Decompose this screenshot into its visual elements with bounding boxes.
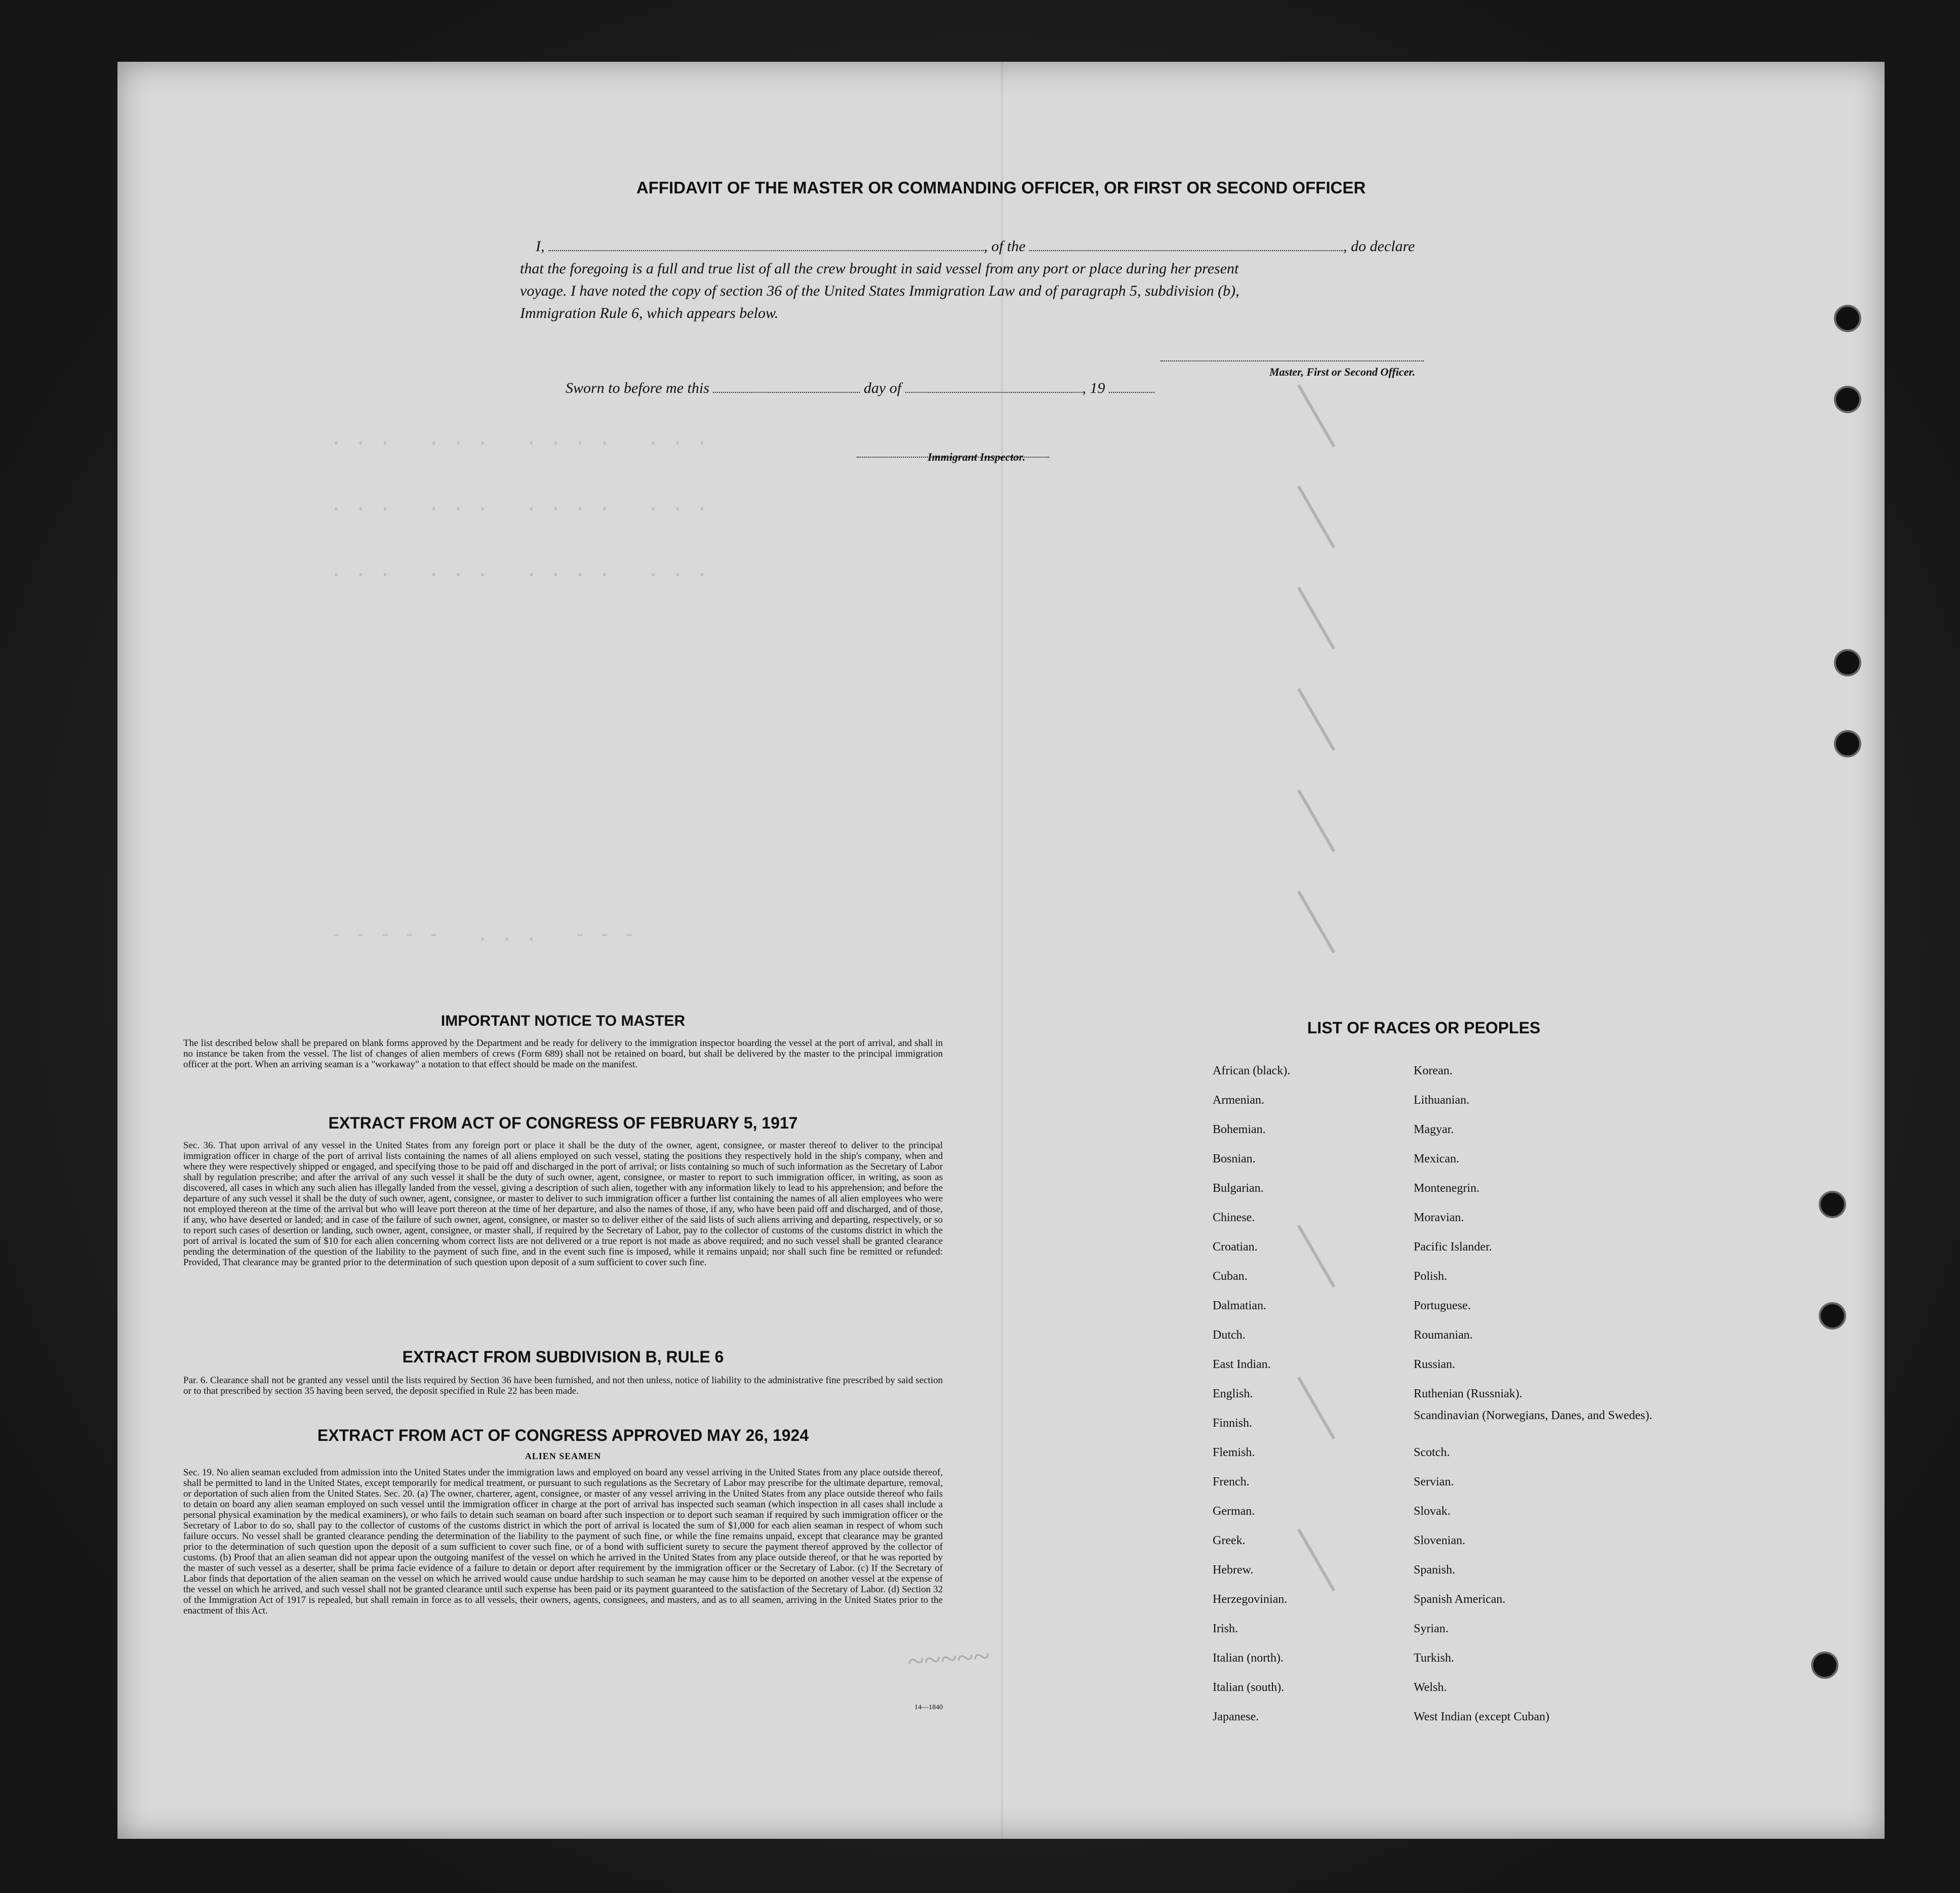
race-item: Spanish. xyxy=(1414,1563,1456,1577)
affidavit-declaration-line xyxy=(536,238,1415,255)
affidavit-text: voyage. I have noted the copy of section 36 of the United States Immigration Law and of paragraph 5, subdivision (b), xyxy=(520,283,1239,299)
race-item: English. xyxy=(1213,1387,1253,1400)
race-item: Pacific Islander. xyxy=(1414,1240,1492,1254)
check-mark xyxy=(1297,789,1335,852)
binder-hole xyxy=(1811,1652,1838,1679)
race-item: Greek. xyxy=(1213,1534,1246,1547)
race-item: African (black). xyxy=(1213,1064,1291,1077)
race-item: Russian. xyxy=(1414,1358,1456,1371)
race-item: Bosnian. xyxy=(1213,1152,1256,1165)
extract-rule6-title: EXTRACT FROM SUBDIVISION B, RULE 6 xyxy=(402,1348,724,1366)
sworn-text: day of xyxy=(863,380,902,396)
race-item: Bohemian. xyxy=(1213,1123,1266,1136)
inspector-label: Immigrant Inspector. xyxy=(928,451,1026,463)
affidavit-text: , of the xyxy=(984,238,1026,255)
binder-hole xyxy=(1819,1191,1846,1218)
race-item: German. xyxy=(1213,1505,1255,1518)
race-item: French. xyxy=(1213,1475,1250,1488)
check-mark xyxy=(1297,486,1335,548)
race-item: East Indian. xyxy=(1213,1358,1271,1371)
form-number: 14—1840 xyxy=(914,1704,943,1711)
race-item: Chinese. xyxy=(1213,1211,1255,1224)
race-item: Cuban. xyxy=(1213,1270,1248,1283)
sworn-day-field[interactable] xyxy=(713,392,860,393)
check-mark xyxy=(1297,688,1335,751)
race-item: Servian. xyxy=(1414,1475,1454,1488)
race-item: Dalmatian. xyxy=(1213,1299,1266,1312)
extract-1917-title: EXTRACT FROM ACT OF CONGRESS OF FEBRUARY 5, 1917 xyxy=(328,1114,798,1132)
races-right-column xyxy=(1414,1056,1653,1731)
notice-text: The list described below shall be prepared on blank forms approved by the Department and be ready for delivery to the immigration inspector boarding the vessel at the port of arrival, and shall in no instance be taken from the vessel. The list of changes of alien members of crews (Form 689) shall not be retained on board, but shall be delivered by the master to the principal immigration officer at the port. When an arriving seaman is a "workaway" a notation to that effect should be made on the manifest. xyxy=(183,1038,943,1070)
race-item: Syrian. xyxy=(1414,1622,1449,1635)
extract-1924-title: EXTRACT FROM ACT OF CONGRESS APPROVED MAY 26, 1924 xyxy=(317,1426,809,1444)
race-item: Flemish. xyxy=(1213,1446,1255,1459)
check-mark xyxy=(1297,891,1335,953)
race-item: Scandinavian (Norwegians, Danes, and Swedes). xyxy=(1414,1409,1653,1422)
binder-hole xyxy=(1834,730,1861,757)
race-item: Slovak. xyxy=(1414,1505,1451,1518)
sworn-line xyxy=(566,380,1154,397)
race-item: Italian (south). xyxy=(1213,1681,1285,1694)
race-item: Polish. xyxy=(1414,1270,1448,1283)
affidavit-text: Immigration Rule 6, which appears below. xyxy=(520,305,779,321)
extract-rule6-text: Par. 6. Clearance shall not be granted any vessel until the lists required by Section 36 have been furnished, and not then unless, notice of liability to the administrative fine prescribed by said section or to that prescribed by section 35 having been served, the deposit specified in Rule 22 has been made. xyxy=(183,1375,943,1396)
race-item: Ruthenian (Russniak). xyxy=(1414,1387,1523,1400)
race-item: Herzegovinian. xyxy=(1213,1593,1288,1606)
race-item: Moravian. xyxy=(1414,1211,1464,1224)
race-item: Hebrew. xyxy=(1213,1563,1254,1577)
sworn-year-field[interactable] xyxy=(1109,392,1154,393)
race-item: Spanish American. xyxy=(1414,1593,1506,1606)
vessel-field[interactable] xyxy=(1029,250,1343,251)
affidavit-text: that the foregoing is a full and true list of all the crew brought in said vessel from any port or place during her present xyxy=(520,260,1239,277)
sworn-month-field[interactable] xyxy=(905,392,1083,393)
master-signature-field[interactable] xyxy=(1161,360,1424,361)
race-item: Korean. xyxy=(1414,1064,1453,1077)
sworn-text: Sworn to before me this xyxy=(566,380,709,396)
sworn-text: , 19 xyxy=(1082,380,1105,396)
name-field[interactable] xyxy=(548,250,984,251)
races-title: LIST OF RACES OR PEOPLES xyxy=(1307,1019,1541,1037)
binder-hole xyxy=(1834,649,1861,676)
race-item: Lithuanian. xyxy=(1414,1094,1469,1107)
race-item: Slovenian. xyxy=(1414,1534,1465,1547)
handwritten-signature: ~~~~~ xyxy=(906,1639,991,1678)
extract-1917-text: Sec. 36. That upon arrival of any vessel in the United States from any foreign port or place it shall be the duty of the owner, agent, consignee, or master thereof to deliver to the principal immigration officer in charge of the port of arrival lists containing the names of all aliens employed on such vessel, stating the positions they respectively hold in the ship's company, when and where they were respectively shipped or engaged, and specifying those to be paid off and discharged in the port of arrival; or lists containing so much of such information as the Secretary of Labor shall by regulation prescribe; and after the arrival of any such vessel it shall be the duty of such owner, agent, consignee, or master to report to such immigration officer, in writing, as soon as discovered, all cases in which any such alien has illegally landed from the vessel, giving a description of such alien, together with any information likely to lead to his apprehension; and before the departure of any such vessel it shall be the duty of such owner, agent, consignee, or master to deliver to such immigration officer a further list containing the names of all alien employees who were not employed thereon at the time of the arrival but who will leave port thereon at the time of her departure, and also the names of those, if any, who have been paid off and discharged, and of those, if any, who have deserted or landed; and in case of the failure of such owner, agent, consignee, or master so to deliver either of the said lists of such aliens arriving and departing, respectively, or so to report such cases of desertion or landing, such owner, agent, consignee, or master shall, if required by the Secretary of Labor, pay to the collector of customs of the customs district in which the port of arrival is located the sum of $10 for each alien concerning whom correct lists are not delivered or a true report is not made as above required; and no such vessel shall be granted clearance pending the determination of the question of the liability to the payment of such fine, and in the event such fine is imposed, while it remains unpaid; nor shall such fine be remitted or refunded: Provided, That clearance may be granted prior to the determination of such question upon deposit of a sum sufficient to cover such fine. xyxy=(183,1140,943,1268)
race-item: Welsh. xyxy=(1414,1681,1447,1694)
binder-hole xyxy=(1834,305,1861,332)
affidavit-text: , do declare xyxy=(1343,238,1415,255)
race-item: Portuguese. xyxy=(1414,1299,1471,1312)
race-item: Bulgarian. xyxy=(1213,1182,1264,1195)
check-mark xyxy=(1297,384,1335,447)
race-item: Magyar. xyxy=(1414,1123,1454,1136)
notice-title: IMPORTANT NOTICE TO MASTER xyxy=(441,1013,686,1029)
race-item: Montenegrin. xyxy=(1414,1182,1479,1195)
race-item: Roumanian. xyxy=(1414,1328,1473,1342)
race-item: West Indian (except Cuban) xyxy=(1414,1710,1549,1723)
bleed-through: . . . . . . . . . . . . . xyxy=(330,426,708,450)
affidavit-title: AFFIDAVIT OF THE MASTER OR COMMANDING OFFICER, OR FIRST OR SECOND OFFICER xyxy=(636,178,1366,197)
bleed-through: - - - - - . . . - - - xyxy=(330,922,635,946)
race-item: Scotch. xyxy=(1414,1446,1450,1459)
binder-hole xyxy=(1819,1302,1846,1330)
race-item: Armenian. xyxy=(1213,1094,1264,1107)
master-label: Master, First or Second Officer. xyxy=(1269,366,1416,378)
race-item: Turkish. xyxy=(1414,1652,1454,1665)
race-item: Mexican. xyxy=(1414,1152,1459,1165)
race-item: Dutch. xyxy=(1213,1328,1246,1342)
alien-seamen-subtitle: ALIEN SEAMEN xyxy=(525,1451,602,1461)
race-item: Irish. xyxy=(1213,1622,1238,1635)
binder-hole xyxy=(1834,386,1861,413)
check-mark xyxy=(1297,587,1335,650)
race-item: Croatian. xyxy=(1213,1240,1258,1254)
race-item: Japanese. xyxy=(1213,1710,1259,1723)
bleed-through: . . . . . . . . . . . . . xyxy=(330,558,708,581)
bleed-through: . . . . . . . . . . . . . xyxy=(330,492,708,515)
page-fold xyxy=(1001,62,1003,1839)
race-item: Italian (north). xyxy=(1213,1652,1284,1665)
race-item: Finnish. xyxy=(1213,1417,1253,1430)
manifest-sheet xyxy=(117,62,1885,1839)
extract-1924-text: Sec. 19. No alien seaman excluded from admission into the United States under the immigration laws and employed on board any vessel arriving in the United States from any place outside thereof, shall be permitted to land in the United States, except temporarily for medical treatment, or pursuant to such regulations as the Secretary of Labor may prescribe for the ultimate departure, removal, or deportation of such alien from the United States. Sec. 20. (a) The owner, charterer, agent, consignee, or master of any vessel arriving in the United States from any place outside thereof who fails to detain on board any alien seaman employed on such vessel until the immigration officer in charge at the port of arrival has inspected such seaman (which inspection in all cases shall include a personal physical examination by the medical examiners), or who fails to detain such seaman on board after such inspection or to deport such seaman if required by such immigration officer or the Secretary of Labor to do so, shall pay to the collector of customs of the customs district in which the port of arrival is located the sum of $1,000 for each alien seaman in respect of whom such failure occurs. No vessel shall be granted clearance pending the determination of the liability to the payment of such fine, or while the fine remains unpaid, except that clearance may be granted prior to the determination of such question upon the deposit of a sum sufficient to cover such fine, or of a bond with sufficient surety to secure the payment thereof approved by the collector of customs. (b) Proof that an alien seaman did not appear upon the outgoing manifest of the vessel on which he arrived in the United States from any place outside thereof, or that he was reported by the master of such vessel as a deserter, shall be prima facie evidence of a failure to detain or deport after requirement by the immigration officer or the Secretary of Labor. (c) If the Secretary of Labor finds that deportation of the alien seaman on the vessel on which he arrived would cause undue hardship to such seaman he may cause him to be deported on another vessel at the expense of the vessel on which he arrived, and such vessel shall not be granted clearance until such expense has been paid or its payment guaranteed to the satisfaction of the Secretary of Labor. (d) Section 32 of the Immigration Act of 1917 is repealed, but shall remain in force as to all vessels, their owners, agents, consignees, and masters, and as to all seamen, arriving in the United States prior to the enactment of this Act. xyxy=(183,1467,943,1616)
races-left-column xyxy=(1213,1056,1405,1731)
affidavit-text: I, xyxy=(536,238,545,255)
